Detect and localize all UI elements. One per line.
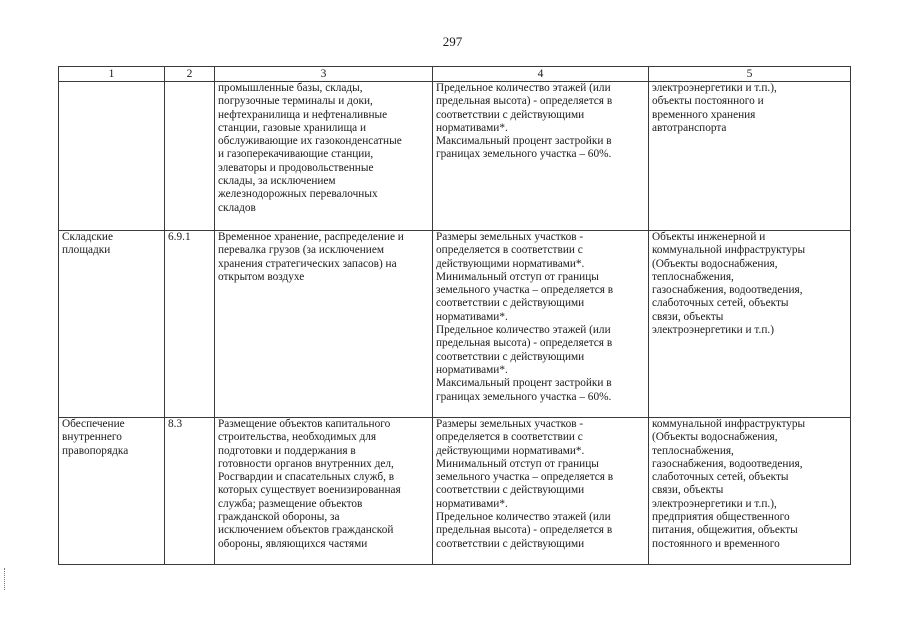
cell-text-line: границах земельного участка – 60%. xyxy=(436,390,612,403)
cell-text-line: Росгвардии и спасательных служб, в xyxy=(218,471,395,484)
cell-use-description xyxy=(215,82,433,231)
cell-land-use-name xyxy=(59,231,165,418)
cell-text-line: соответствии с действующими xyxy=(436,108,585,121)
cell-text-line: которых существует военизированная xyxy=(218,484,401,497)
cell-parameters xyxy=(433,82,649,231)
cell-text-line: Максимальный процент застройки в xyxy=(436,135,612,148)
cell-text-line: теплоснабжения, xyxy=(652,270,734,283)
cell-text-line: объекты постоянного и xyxy=(652,95,764,108)
cell-land-use-name xyxy=(59,82,165,231)
column-header-1: 1 xyxy=(59,67,165,82)
cell-text-line: открытом воздухе xyxy=(218,270,305,283)
cell-text-line: станции, газовые хранилища и xyxy=(218,121,367,134)
cell-text-line: электроэнергетики и т.п.), xyxy=(652,497,777,510)
column-header-4: 4 xyxy=(433,67,649,82)
cell-use-code xyxy=(165,418,215,565)
table-row xyxy=(59,418,851,565)
table-row xyxy=(59,231,851,418)
cell-text-line: правопорядка xyxy=(62,444,129,457)
cell-text-line: коммунальной инфраструктуры xyxy=(652,418,806,430)
cell-text-line: (Объекты водоснабжения, xyxy=(652,431,778,444)
cell-text-line: Складские xyxy=(62,231,113,243)
table-header-row xyxy=(59,67,851,82)
cell-use-code xyxy=(165,82,215,231)
cell-text-line: Предельное количество этажей (или xyxy=(436,82,611,94)
cell-text-line: соответствии с действующими xyxy=(436,537,585,550)
cell-text-line: перевалка грузов (за исключением xyxy=(218,244,385,257)
column-header-2: 2 xyxy=(165,67,215,82)
cell-text-line: теплоснабжения, xyxy=(652,444,734,457)
cell-land-use-name xyxy=(59,418,165,565)
cell-text-line: площадки xyxy=(62,244,111,257)
cell-text-line: электроэнергетики и т.п.), xyxy=(652,82,777,94)
cell-text-line: нефтехранилища и нефтеналивные xyxy=(218,108,388,121)
cell-text-line: Временное хранение, распределение и xyxy=(218,231,404,243)
cell-text-line: внутреннего xyxy=(62,431,122,444)
cell-text-line: земельного участка – определяется в xyxy=(436,284,614,297)
cell-text-line: Размеры земельных участков - xyxy=(436,418,584,430)
column-header-5: 5 xyxy=(649,67,851,82)
cell-text-line: промышленные базы, склады, xyxy=(218,82,363,94)
cell-text-line: действующими нормативами*. xyxy=(436,257,585,270)
cell-text-line: газоснабжения, водоотведения, xyxy=(652,457,803,470)
cell-text-line: железнодорожных перевалочных xyxy=(218,188,378,201)
cell-text-line: постоянного и временного xyxy=(652,537,780,550)
cell-text-line: гражданской обороны, за xyxy=(218,511,340,524)
cell-text-line: Минимальный отступ от границы xyxy=(436,457,599,470)
cell-text-line: границах земельного участка – 60%. xyxy=(436,148,612,161)
cell-text-line: связи, объекты xyxy=(652,310,724,323)
cell-text-line: коммунальной инфраструктуры xyxy=(652,244,806,257)
cell-parameters xyxy=(433,231,649,418)
cell-text-line: слаботочных сетей, объекты xyxy=(652,471,789,484)
cell-use-description xyxy=(215,231,433,418)
cell-text-line: нормативами*. xyxy=(436,497,508,510)
cell-text-line: Размещение объектов капитального xyxy=(218,418,391,430)
cell-text-line: подготовки и поддержания в xyxy=(218,444,356,457)
cell-text-line: питания, общежития, объекты xyxy=(652,524,798,537)
cell-text-line: предприятия общественного xyxy=(652,511,790,524)
cell-text-line: автотранспорта xyxy=(652,121,727,134)
cell-text-line: складов xyxy=(218,201,256,214)
cell-text-line: 8.3 xyxy=(168,418,183,430)
cell-text-line: определяется в соответствии с xyxy=(436,431,583,444)
page-number: 297 xyxy=(442,34,463,49)
cell-text-line: определяется в соответствии с xyxy=(436,244,583,257)
cell-text-line: слаботочных сетей, объекты xyxy=(652,297,789,310)
cell-text-line: склады, за исключением xyxy=(218,175,336,188)
cell-auxiliary-uses xyxy=(649,231,851,418)
cell-text-line: строительства, необходимых для xyxy=(218,431,377,444)
cell-text-line: готовности органов внутренних дел, xyxy=(218,457,394,470)
cell-text-line: соответствии с действующими xyxy=(436,484,585,497)
cell-text-line: Обеспечение xyxy=(62,418,125,430)
cell-text-line: предельная высота) - определяется в xyxy=(436,95,613,108)
cell-text-line: нормативами*. xyxy=(436,363,508,376)
cell-use-description xyxy=(215,418,433,565)
cell-text-line: временного хранения xyxy=(652,108,756,121)
cell-text-line: (Объекты водоснабжения, xyxy=(652,257,778,270)
cell-text-line: нормативами*. xyxy=(436,121,508,134)
cell-auxiliary-uses xyxy=(649,82,851,231)
cell-text-line: обороны, являющихся частями xyxy=(218,537,368,550)
cell-text-line: Размеры земельных участков - xyxy=(436,231,584,243)
cell-text-line: Максимальный процент застройки в xyxy=(436,377,612,390)
cell-text-line: элеваторы и продовольственные xyxy=(218,161,374,174)
table-row xyxy=(59,82,851,231)
cell-text-line: соответствии с действующими xyxy=(436,350,585,363)
cell-text-line: Предельное количество этажей (или xyxy=(436,511,611,524)
zoning-table xyxy=(58,66,851,565)
cell-text-line: электроэнергетики и т.п.) xyxy=(652,324,774,337)
scan-edge-mark xyxy=(4,568,7,590)
cell-text-line: исключением объектов гражданской xyxy=(218,524,394,537)
cell-text-line: хранения стратегических запасов) на xyxy=(218,257,397,270)
cell-text-line: и газоперекачивающие станции, xyxy=(218,148,374,161)
cell-text-line: Объекты инженерной и xyxy=(652,231,766,243)
cell-text-line: Предельное количество этажей (или xyxy=(436,324,611,337)
cell-text-line: соответствии с действующими xyxy=(436,297,585,310)
cell-text-line: земельного участка – определяется в xyxy=(436,471,614,484)
cell-text-line: 6.9.1 xyxy=(168,231,191,243)
cell-text-line: действующими нормативами*. xyxy=(436,444,585,457)
cell-text-line: нормативами*. xyxy=(436,310,508,323)
cell-text-line: погрузочные терминалы и доки, xyxy=(218,95,373,108)
cell-use-code xyxy=(165,231,215,418)
cell-text-line: связи, объекты xyxy=(652,484,724,497)
cell-text-line: служба; размещение объектов xyxy=(218,497,363,510)
cell-text-line: предельная высота) - определяется в xyxy=(436,524,613,537)
cell-auxiliary-uses xyxy=(649,418,851,565)
cell-text-line: обслуживающие их газоконденсатные xyxy=(218,135,402,148)
column-header-3: 3 xyxy=(215,67,433,82)
cell-text-line: Минимальный отступ от границы xyxy=(436,270,599,283)
cell-parameters xyxy=(433,418,649,565)
cell-text-line: предельная высота) - определяется в xyxy=(436,337,613,350)
cell-text-line: газоснабжения, водоотведения, xyxy=(652,284,803,297)
